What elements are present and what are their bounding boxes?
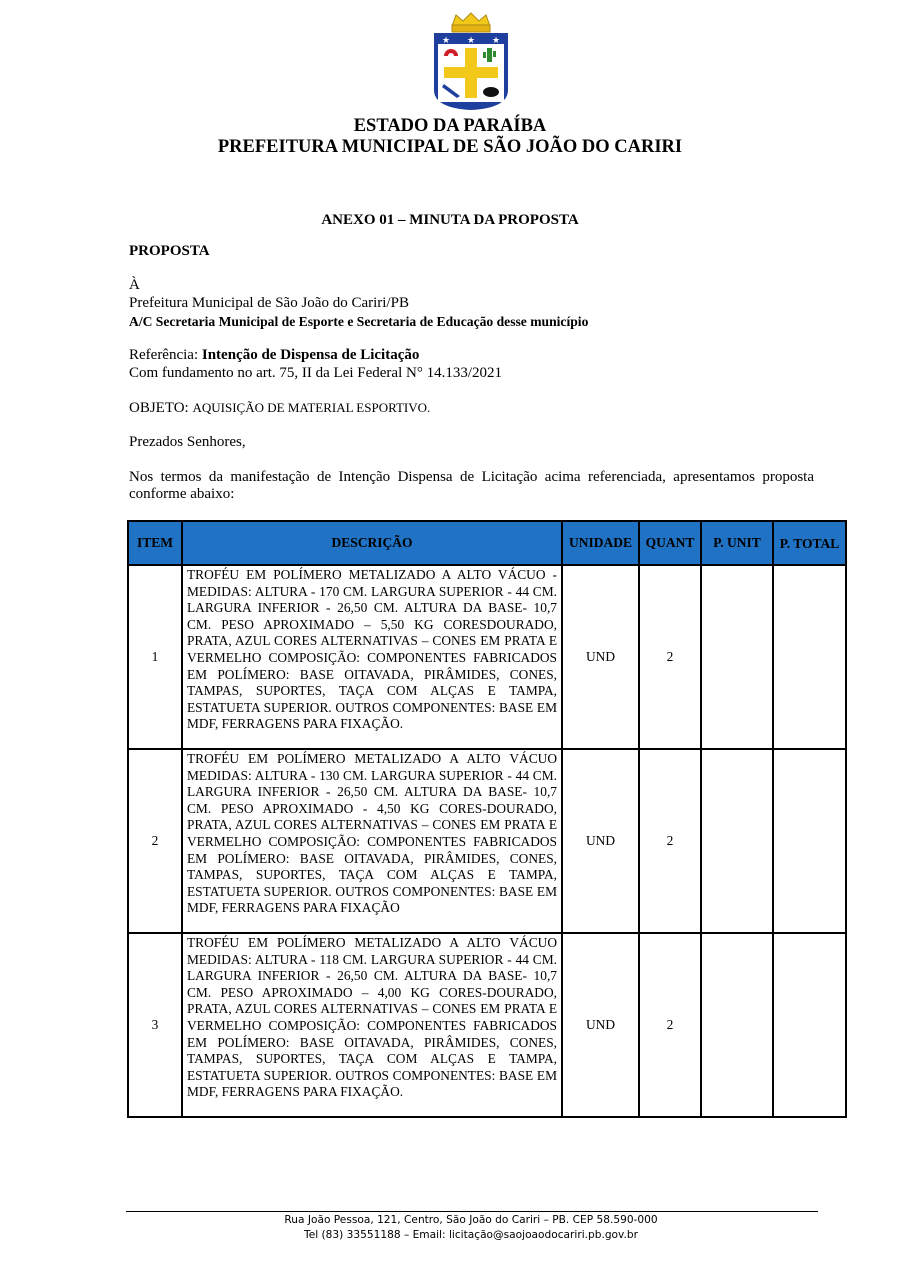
table-row (128, 565, 846, 749)
header-total-price: P. TOTAL (773, 521, 846, 565)
reference-line (129, 347, 419, 364)
reference-value: Intenção de Dispensa de Licitação (201, 347, 420, 363)
cell-unit: UND (562, 749, 639, 933)
cell-total-price (773, 749, 846, 933)
greeting: Prezados Senhores, (129, 434, 246, 450)
intro-paragraph: Nos termos da manifestação de Intenção Dispensa de Licitação acima referenciada, apresentamos proposta conforme abaixo: (129, 469, 814, 502)
table-header-row (128, 521, 846, 565)
object-line (129, 399, 430, 417)
cell-item: 1 (128, 565, 182, 749)
header-quantity: QUANT (639, 521, 701, 565)
object-label: OBJETO: (129, 400, 193, 416)
cell-quantity: 2 (639, 749, 701, 933)
header-item: ITEM (128, 521, 182, 565)
state-heading: ESTADO DA PARAÍBA (353, 116, 547, 136)
cell-unit-price (701, 749, 773, 933)
footer-address: Rua João Pessoa, 121, Centro, São João do Cariri – PB. CEP 58.590-000 (284, 1214, 658, 1226)
cell-total-price (773, 565, 846, 749)
table-row (128, 749, 846, 933)
municipal-crest-icon (430, 12, 512, 112)
cell-quantity: 2 (639, 565, 701, 749)
cell-item: 3 (128, 933, 182, 1117)
cell-unit: UND (562, 565, 639, 749)
svg-text:★: ★ (492, 36, 501, 46)
cell-item: 2 (128, 749, 182, 933)
cell-description: TROFÉU EM POLÍMERO METALIZADO A ALTO VÁCUO MEDIDAS: ALTURA - 130 CM. LARGURA SUPERIOR - 44 CM. LARGURA INFERIOR - 26,50 CM. ALTURA DA BASE- 10,7 CM. PESO APROXIMADO - 4,50 KG CORES-DOURADO, PRATA, AZUL CORES ALTERNATIVAS – CONES EM PRATA E VERMELHO COMPOSIÇÃO: COMPONENTES FABRICADOS EM POLÍMERO: BASE OITAVADA, PIRÂMIDES, CONES, TAMPAS, SUPORTES, TAÇA COM ALÇAS E TAMPA, ESTATUETA SUPERIOR. OUTROS COMPONENTES: BASE EM MDF, FERRAGENS PARA FIXAÇÃO (182, 749, 562, 933)
prefeitura-heading: PREFEITURA MUNICIPAL DE SÃO JOÃO DO CARIRI (217, 137, 683, 157)
svg-text:★: ★ (467, 36, 476, 46)
header-unit: UNIDADE (562, 521, 639, 565)
addressee-entity: Prefeitura Municipal de São João do Cariri/PB (129, 295, 409, 311)
cell-description: TROFÉU EM POLÍMERO METALIZADO A ALTO VÁCUO MEDIDAS: ALTURA - 118 CM. LARGURA SUPERIOR - 44 CM. LARGURA INFERIOR - 26,50 CM. ALTURA DA BASE- 10,7 CM. PESO APROXIMADO – 4,00 KG CORES-DOURADO, PRATA, AZUL CORES ALTERNATIVAS – CONES EM PRATA E VERMELHO COMPOSIÇÃO: COMPONENTES FABRICADOS EM POLÍMERO: BASE OITAVADA, PIRÂMIDES, CONES, TAMPAS, SUPORTES, TAÇA COM ALÇAS E TAMPA, ESTATUETA SUPERIOR. OUTROS COMPONENTES: BASE EM MDF, FERRAGENS PARA FIXAÇÃO. (182, 933, 562, 1117)
cell-quantity: 2 (639, 933, 701, 1117)
svg-text:★: ★ (442, 36, 451, 46)
proposal-table (127, 520, 847, 1118)
reference-basis: Com fundamento no art. 75, II da Lei Federal N° 14.133/2021 (129, 365, 503, 381)
footer-divider (126, 1211, 818, 1212)
document-title: ANEXO 01 – MINUTA DA PROPOSTA (321, 212, 579, 228)
cell-unit-price (701, 565, 773, 749)
cell-unit: UND (562, 933, 639, 1117)
addressee-to: À (129, 277, 140, 293)
cell-total-price (773, 933, 846, 1117)
header-unit-price: P. UNIT (701, 521, 773, 565)
object-value: AQUISIÇÃO DE MATERIAL ESPORTIVO. (192, 400, 431, 415)
footer-contact: Tel (83) 33551188 – Email: licitação@saojoaodocariri.pb.gov.br (304, 1229, 638, 1241)
addressee-attn: A/C Secretaria Municipal de Esporte e Secretaria de Educação desse município (129, 314, 589, 329)
cell-description: TROFÉU EM POLÍMERO METALIZADO A ALTO VÁCUO - MEDIDAS: ALTURA - 170 CM. LARGURA SUPERIOR - 44 CM. LARGURA INFERIOR - 26,50 CM. ALTURA DA BASE- 10,7 CM. PESO APROXIMADO – 5,50 KG CORESDOURADO, PRATA, AZUL CORES ALTERNATIVAS – CONES EM PRATA E VERMELHO COMPOSIÇÃO: COMPONENTES FABRICADOS EM POLÍMERO: BASE OITAVADA, PIRÂMIDES, CONES, TAMPAS, SUPORTES, TAÇA COM ALÇAS E TAMPA, ESTATUETA SUPERIOR. OUTROS COMPONENTES: BASE EM MDF, FERRAGENS PARA FIXAÇÃO. (182, 565, 562, 749)
table-row (128, 933, 846, 1117)
cell-unit-price (701, 933, 773, 1117)
proposta-label: PROPOSTA (129, 243, 210, 259)
reference-label: Referência: (129, 347, 202, 363)
header-description: DESCRIÇÃO (182, 521, 562, 565)
